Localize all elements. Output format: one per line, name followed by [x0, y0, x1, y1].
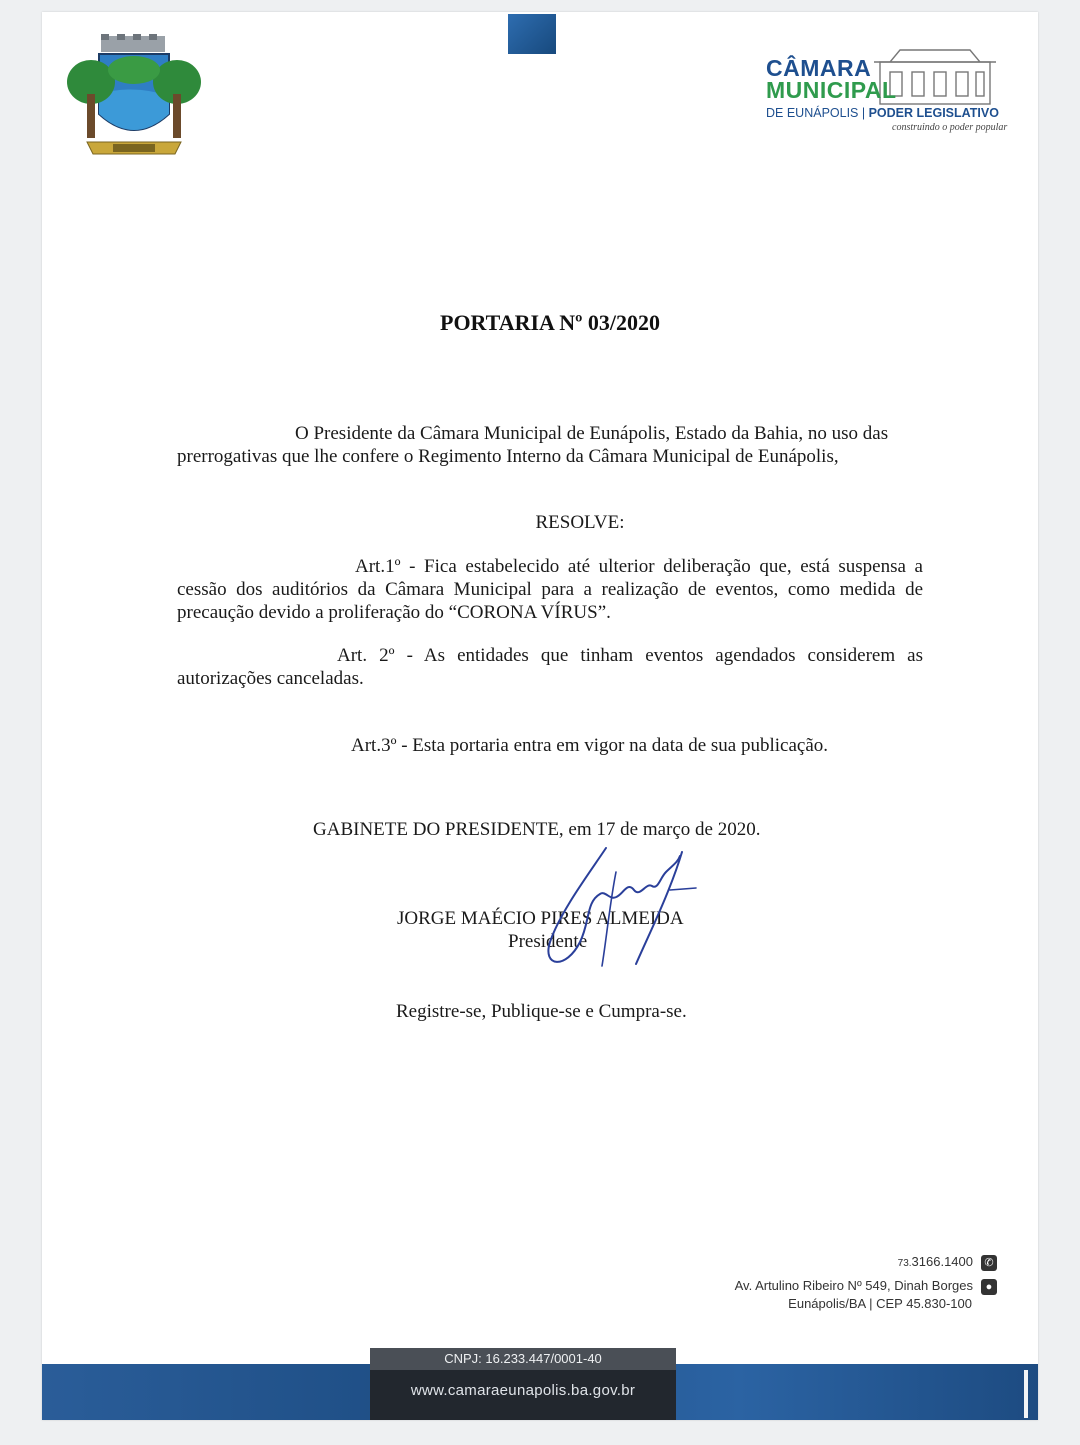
logo-sub-left: DE EUNÁPOLIS | — [766, 106, 866, 120]
logo-tagline: construindo o poder popular — [892, 122, 1008, 133]
logo-camara-text: CÂMARA — [766, 55, 872, 81]
camara-logo — [766, 48, 1006, 143]
signer-role: Presidente — [508, 931, 588, 952]
logo-subtitle — [766, 106, 999, 120]
document-page — [42, 12, 1038, 1420]
location-pin-icon: ● — [981, 1279, 997, 1295]
logo-municipal-text: MUNICIPAL — [766, 77, 897, 103]
contact-address — [597, 1277, 997, 1295]
footer-info-box — [370, 1348, 676, 1420]
footer-stripe — [1024, 1370, 1028, 1418]
phone-prefix: 73. — [897, 1258, 912, 1269]
article-2: Art. 2º - As entidades que tinham eventos agendados considerem as autorizações canceladas. — [177, 645, 923, 689]
article-1: Art.1º - Fica estabelecido até ulterior deliberação que, está suspensa a cessão dos auditórios da Câmara Municipal para a realização de eventos, como medida de precaução devido a proliferação do “CORONA VÍRUS”. — [177, 556, 923, 623]
contact-city: Eunápolis/BA | CEP 45.830-100 — [788, 1296, 972, 1311]
contact-phone — [597, 1253, 997, 1273]
address-text: Av. Artulino Ribeiro Nº 549, Dinah Borges — [734, 1278, 973, 1293]
website-link[interactable]: www.camaraeunapolis.ba.gov.br — [410, 1382, 636, 1399]
municipal-crest-logo — [67, 34, 202, 164]
article-3: Art.3º - Esta portaria entra em vigor na data de sua publicação. — [351, 735, 829, 756]
logo-sub-right: PODER LEGISLATIVO — [868, 106, 999, 120]
signer-name: JORGE MAÉCIO PIRES ALMEIDA — [397, 908, 684, 929]
closing-line: Registre-se, Publique-se e Cumpra-se. — [396, 1001, 687, 1022]
phone-number: 3166.1400 — [911, 1254, 973, 1269]
handwritten-signature — [520, 842, 710, 977]
resolve-heading: RESOLVE: — [535, 512, 625, 533]
document-title: PORTARIA Nº 03/2020 — [440, 310, 660, 335]
intro-paragraph: O Presidente da Câmara Municipal de Eunápolis, Estado da Bahia, no uso das prerrogativas que lhe confere o Regimento Interno da Câmara Municipal de Eunápolis, — [177, 423, 889, 467]
gabinete-date-line: GABINETE DO PRESIDENTE, em 17 de março de 2020. — [313, 819, 761, 840]
phone-icon: ✆ — [981, 1255, 997, 1271]
top-blue-mark — [508, 14, 556, 54]
cnpj-text: CNPJ: 16.233.447/0001-40 — [370, 1348, 676, 1370]
